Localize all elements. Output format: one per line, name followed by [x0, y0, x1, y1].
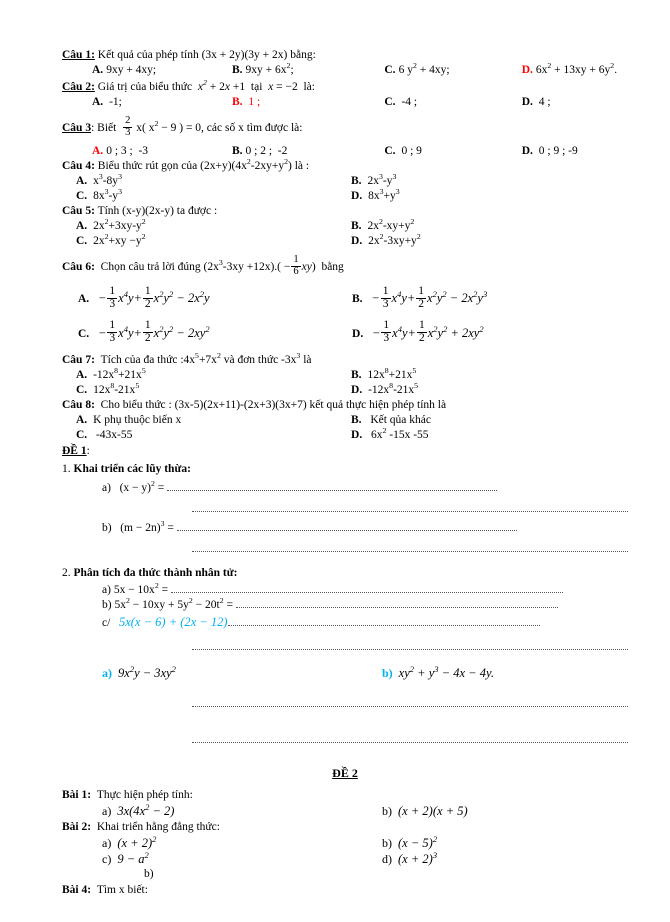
bai2-item-c	[102, 851, 382, 867]
item-marker: a)	[102, 835, 112, 850]
de1-item-b-line2	[62, 539, 628, 557]
item-marker: b)	[102, 598, 112, 611]
answer-blank-line[interactable]	[192, 539, 628, 552]
item-marker: a)	[102, 481, 111, 494]
option-c[interactable]: C. $8x^3-y^3$	[76, 187, 122, 202]
bai2-item-d	[382, 851, 437, 867]
option-a[interactable]: A. $x^3-8y^3$	[76, 172, 122, 187]
option-b[interactable]: B. Kết qủa khác	[351, 413, 431, 426]
item-marker: a)	[102, 803, 112, 818]
expression: $(x + 2)^2$	[117, 833, 157, 850]
item-marker: b)	[382, 835, 392, 850]
de1-p2-item-c-line2	[62, 637, 628, 655]
item-marker: b)	[382, 665, 393, 680]
expression-a: $9x^2y - 3xy^2$	[118, 663, 176, 680]
de2-stray-marker: b)	[144, 867, 154, 880]
option-a[interactable]: A. -1;	[92, 96, 122, 108]
fraction-two-thirds: $\frac{2}{3}$	[125, 115, 131, 138]
option-a[interactable]: A. − $\frac{1}{3}$ $x^4y+$ $\frac{1}{2}$ $x^2y^2 - 2x^2y$	[78, 285, 210, 310]
question-8-label: Câu 8:	[62, 398, 95, 411]
exercise-label: Bài 1:	[62, 788, 92, 801]
question-1-label: Câu 1:	[62, 49, 95, 61]
de2-bai1-heading	[62, 787, 628, 803]
de1-title-text: ĐỀ 1	[62, 444, 87, 457]
de1-part2-heading	[62, 565, 628, 581]
question-7-stem: Câu 7: Tích của đa thức $:4x^5+7x^2$ và đơn thức $-3x^3$ là	[62, 351, 312, 366]
de2-bai2-items-row1	[62, 835, 628, 851]
option-d[interactable]: D. 0 ; 9 ; -9	[521, 145, 578, 157]
question-5-options-row1	[62, 219, 628, 234]
option-b[interactable]: B. 1 ;	[231, 96, 261, 108]
question-8-options-row2	[62, 428, 628, 443]
option-a[interactable]: A. $-12x^8+21x^5$	[76, 366, 146, 381]
item-marker: a)	[102, 583, 111, 596]
expression: (x + 2)(x + 5)	[398, 803, 468, 818]
question-2-stem: Câu 2: Giá trị của biểu thức $x^2 + 2x +1$ tại x = −2 là:	[62, 78, 315, 93]
part-heading-text: Khai triển các lũy thừa:	[73, 462, 191, 475]
exercise-label: Bài 4:	[62, 883, 92, 896]
question-2-label: Câu 2:	[62, 81, 95, 93]
option-b[interactable]: B. $12x^8+21x^5$	[351, 366, 417, 381]
question-1-stem-text: Kết quả của phép tính (3x + 2y)(3y + 2x) bằng:	[97, 49, 316, 61]
exercise-heading: Thực hiện phép tính:	[96, 788, 193, 801]
bai2-item-a	[102, 835, 382, 851]
option-c[interactable]: C. 0 ; 9	[384, 145, 422, 157]
expression: $(x + 2)^3$	[398, 849, 438, 866]
question-8-options-row1	[62, 413, 628, 428]
fraction-one-sixth: $\frac{1}{6}$	[293, 254, 299, 277]
de1-item-a-line2	[62, 499, 628, 517]
option-c[interactable]: C. -4 ;	[384, 96, 418, 108]
option-b[interactable]: B. $9xy + 6x^2$;	[231, 61, 294, 76]
option-d[interactable]: D. − $\frac{1}{3}$ $x^4y+$ $\frac{1}{2}$ $x^2y^2 + 2xy^2$	[352, 319, 484, 345]
question-2-options	[62, 95, 628, 110]
bai1-item-a	[102, 803, 382, 819]
answer-blank-line[interactable]	[228, 617, 540, 626]
question-4-options-row1	[62, 174, 628, 189]
de2-bai2-heading	[62, 819, 628, 835]
bai1-item-b	[382, 803, 468, 819]
de1-p2-item-a: a) $5x - 10x^2$ =	[62, 583, 628, 598]
question-8-stem: Câu 8: Cho biểu thức : (3x-5)(2x+11)-(2x+3)(3x+7) kết quả thực hiện phép tính là	[62, 398, 447, 411]
item-marker: b)	[382, 803, 392, 818]
part-number: 2.	[62, 566, 71, 579]
answer-blank-line[interactable]	[167, 482, 497, 491]
item-marker: b)	[102, 521, 112, 534]
option-c[interactable]: C. − $\frac{1}{3}$ $x^4y+$ $\frac{1}{2}$ $x^2y^2 - 2xy^2$	[78, 319, 210, 345]
exercise-heading: Khai triển hằng đẳng thức:	[96, 820, 220, 833]
option-c[interactable]: C. 6 $y^2 + 4xy$;	[384, 61, 450, 76]
question-5-stem	[62, 204, 628, 219]
answer-blank-line[interactable]	[192, 730, 628, 743]
exercise-label: Bài 2:	[62, 820, 92, 833]
question-7-label: Câu 7:	[62, 353, 95, 366]
option-a[interactable]: A. 0 ; 3 ; -3	[92, 145, 149, 157]
question-1-options	[62, 63, 628, 78]
option-d[interactable]: D. $6x^2 + 13xy + 6y^2$.	[521, 61, 618, 76]
item-marker: c/	[102, 616, 111, 629]
option-d[interactable]: D. $8x^3+y^3$	[351, 187, 400, 202]
question-6-options-row1	[62, 287, 628, 311]
question-3-label: Câu 3	[62, 122, 92, 134]
de1-title-colon: :	[86, 444, 90, 457]
de1-blank-line-1	[62, 694, 628, 712]
de1-item-b: b) $(m - 2n)^3$ =	[62, 520, 628, 536]
question-7-options-row2	[62, 383, 628, 398]
option-b[interactable]: B. − $\frac{1}{3}$ $x^4y+$ $\frac{1}{2}$ $x^2y^2 - 2x^2y^3$	[352, 285, 488, 310]
expression: $(x - 5)^2$	[398, 833, 438, 850]
question-6-label: Câu 6:	[62, 261, 95, 273]
option-d[interactable]: D. $2x^2-3xy+y^2$	[351, 232, 421, 247]
answer-blank-line[interactable]	[192, 694, 628, 707]
expression-b: $xy^2 + y^3 - 4x - 4y$.	[398, 663, 494, 680]
question-5-label: Câu 5:	[62, 205, 95, 217]
de2-bai2-items-row2	[62, 851, 628, 867]
question-6-options-row2	[62, 321, 628, 345]
de1-part1-heading	[62, 461, 628, 477]
question-7-options-row1	[62, 368, 628, 383]
question-3-stem: Câu 3: Biết $\frac{2}{3}$ x( $x^2 - 9$ ) = 0, các số x tìm được là:	[62, 115, 303, 138]
extra-item-b	[382, 665, 494, 681]
option-b[interactable]: B. $2x^2-xy+y^2$	[351, 217, 415, 232]
question-6-stem: Câu 6: Chọn câu trả lời đúng $(2x^3-3xy +12x)$.( − $\frac{1}{6}$ xy) bằng	[62, 254, 344, 277]
answer-blank-line[interactable]	[177, 522, 517, 531]
option-c[interactable]: C. -43x-55	[76, 428, 133, 441]
question-5-stem-text: Tính (x-y)(2x-y) ta được :	[97, 205, 218, 217]
expression: $9 - a^2$	[117, 849, 149, 866]
option-a[interactable]: A. K phụ thuộc biến x	[76, 413, 182, 426]
part-number: 1.	[62, 462, 71, 475]
extra-item-a	[102, 665, 382, 681]
option-d[interactable]: D. $6x^2$ -15x -55	[351, 426, 429, 441]
item-marker: a)	[102, 665, 112, 680]
answer-blank-line[interactable]	[171, 584, 563, 593]
answer-blank-line[interactable]	[192, 637, 628, 650]
de1-title	[62, 444, 628, 459]
de2-bai1-items	[62, 803, 628, 819]
exercise-heading: Tìm x biết:	[96, 883, 148, 896]
answer-blank-line[interactable]	[236, 599, 558, 608]
question-4-options-row2	[62, 189, 628, 204]
question-4-label: Câu 4:	[62, 160, 95, 172]
expression-c: 5x(x − 6) + (2x − 12)	[118, 614, 228, 629]
de1-blank-line-2	[62, 730, 628, 748]
answer-blank-line[interactable]	[192, 499, 628, 512]
question-3-options	[62, 144, 628, 159]
item-marker: c)	[102, 851, 112, 866]
option-b[interactable]: B. 0 ; 2 ; -2	[231, 145, 288, 157]
item-marker: d)	[382, 851, 392, 866]
de1-extra-items	[62, 665, 628, 681]
question-1-stem	[62, 48, 628, 63]
de1-item-a: a) $(x - y)^2$ =	[62, 480, 628, 496]
de2-bai4-heading	[62, 882, 628, 898]
option-d[interactable]: D. 4 ;	[521, 96, 551, 108]
de1-p2-item-c	[62, 613, 628, 632]
option-b[interactable]: B. $2x^3-y^3$	[351, 172, 397, 187]
de2-title: ĐỀ 2	[332, 765, 358, 780]
part-heading-text: Phân tích đa thức thành nhân tử:	[73, 566, 238, 579]
option-a[interactable]: A. 9xy + 4xy;	[92, 64, 157, 76]
document-body	[62, 48, 628, 898]
expression: $3x(4x^2 - 2)$	[117, 801, 175, 818]
de1-p2-item-b: b) $5x^2 - 10xy + 5y^2 - 20t^2$ =	[62, 598, 628, 613]
bai2-item-b	[382, 835, 437, 851]
option-c[interactable]: C. $12x^8-21x^5$	[76, 381, 140, 396]
question-4-stem: Câu 4: Biểu thức rút gọn của $(2x+y)(4x^2-2xy+y^2)$ là :	[62, 157, 310, 172]
option-a[interactable]: A. $2x^2+3xy-y^2$	[76, 217, 146, 232]
option-c[interactable]: C. $2x^2+xy -y^2$	[76, 232, 146, 247]
question-5-options-row2	[62, 234, 628, 249]
option-d[interactable]: D. $-12x^8-21x^5$	[351, 381, 419, 396]
